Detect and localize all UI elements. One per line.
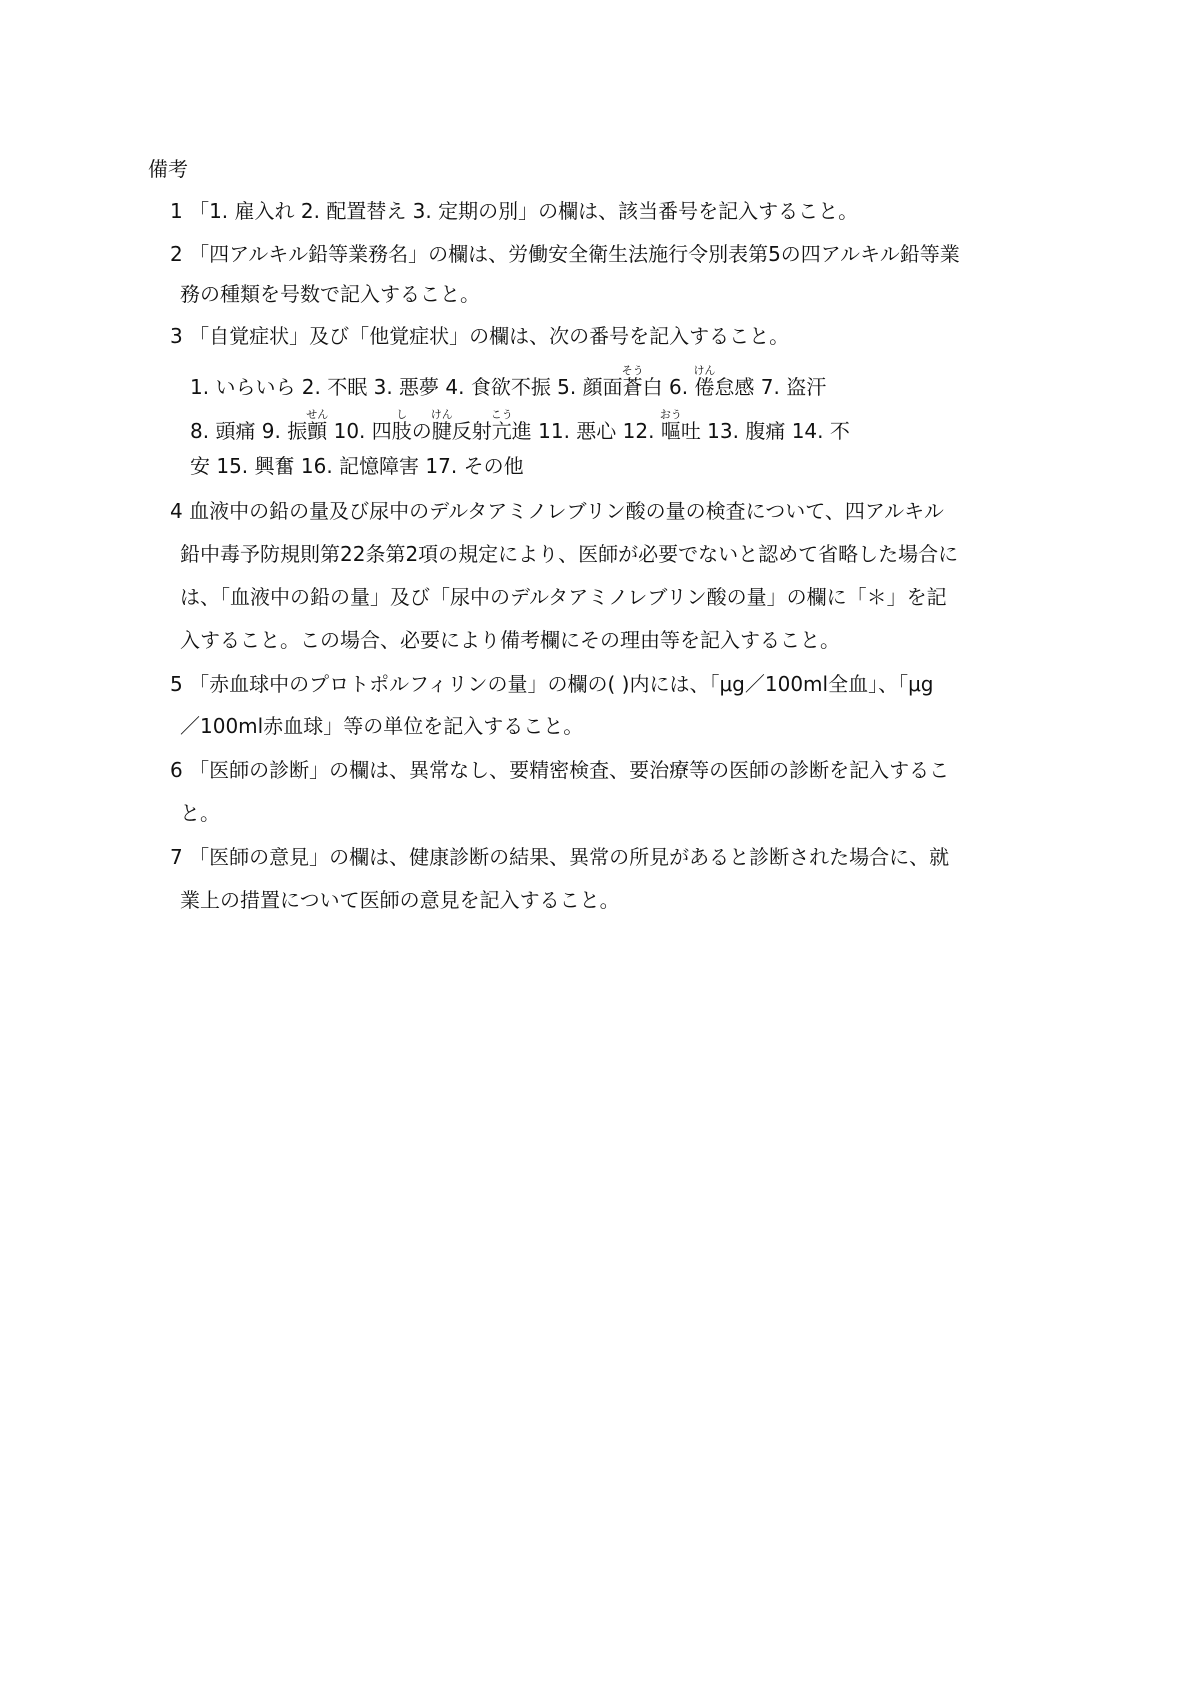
note-4-line-3: は、「血液中の鉛の量」及び「尿中のデルタアミノレブリン酸の量」の欄に「＊」を記 — [180, 585, 947, 609]
note-7-line-1: 7 「医師の意見」の欄は、健康診断の結果、異常の所見があると診断された場合に、就 — [170, 845, 950, 869]
note-1-line-1: 1 「1. 雇入れ 2. 配置替え 3. 定期の別」の欄は、該当番号を記入すること。 — [170, 199, 859, 223]
symptom-list-row-3: 安 15. 興奮 16. 記憶障害 17. その他 — [190, 454, 524, 478]
symptom-text: 怠感 7. 盗汗 — [714, 375, 827, 399]
symptom-text: 白 6. — [642, 375, 695, 399]
symptom-text: 8. 頭痛 9. 振 — [190, 419, 308, 443]
note-7-line-2: 業上の措置について医師の意見を記入すること。 — [180, 888, 620, 912]
ruby-so: 蒼そう — [621, 364, 644, 399]
note-3-line-1: 3 「自覚症状」及び「他覚症状」の欄は、次の番号を記入すること。 — [170, 324, 790, 348]
symptom-list-row-2 — [190, 408, 850, 445]
symptom-text: 吐 13. 腹痛 14. 不 — [680, 419, 850, 443]
note-2-line-1: 2 「四アルキル鉛等業務名」の欄は、労働安全衛生法施行令別表第5の四アルキル鉛等業 — [170, 242, 960, 266]
ruby-ken: 倦けん — [693, 364, 716, 399]
note-4-line-4: 入すること。この場合、必要により備考欄にその理由等を記入すること。 — [180, 628, 840, 652]
ruby-ko: 亢こう — [490, 408, 513, 443]
symptom-text: 1. いらいら 2. 不眠 3. 悪夢 4. 食欲不振 5. 顔面 — [190, 375, 623, 399]
note-5-line-1: 5 「赤血球中のプロトポルフィリンの量」の欄の( )内には、「μg／100ml全血」、「μg — [170, 672, 934, 696]
ruby-shi: 肢し — [391, 408, 412, 443]
symptom-text: 10. 四 — [327, 419, 392, 443]
ruby-ken-2: 腱けん — [430, 408, 453, 443]
ruby-sen: 顫せん — [306, 408, 329, 443]
note-5-line-2: ／100ml赤血球」等の単位を記入すること。 — [180, 714, 584, 738]
symptom-text: 進 11. 悪心 12. — [511, 419, 661, 443]
note-2-line-2: 務の種類を号数で記入すること。 — [180, 282, 480, 306]
ruby-o: 嘔おう — [659, 408, 682, 443]
symptom-text: の — [411, 419, 432, 443]
remarks-heading: 備考 — [148, 157, 188, 181]
symptom-text: 反射 — [451, 419, 492, 443]
note-4-line-2: 鉛中毒予防規則第22条第2項の規定により、医師が必要でないと認めて省略した場合に — [180, 542, 959, 566]
symptom-list-row-1 — [190, 364, 826, 401]
note-6-line-1: 6 「医師の診断」の欄は、異常なし、要精密検査、要治療等の医師の診断を記入するこ — [170, 758, 950, 782]
note-6-line-2: と。 — [180, 801, 220, 825]
note-4-line-1: 4 血液中の鉛の量及び尿中のデルタアミノレブリン酸の量の検査について、四アルキル — [170, 499, 944, 523]
